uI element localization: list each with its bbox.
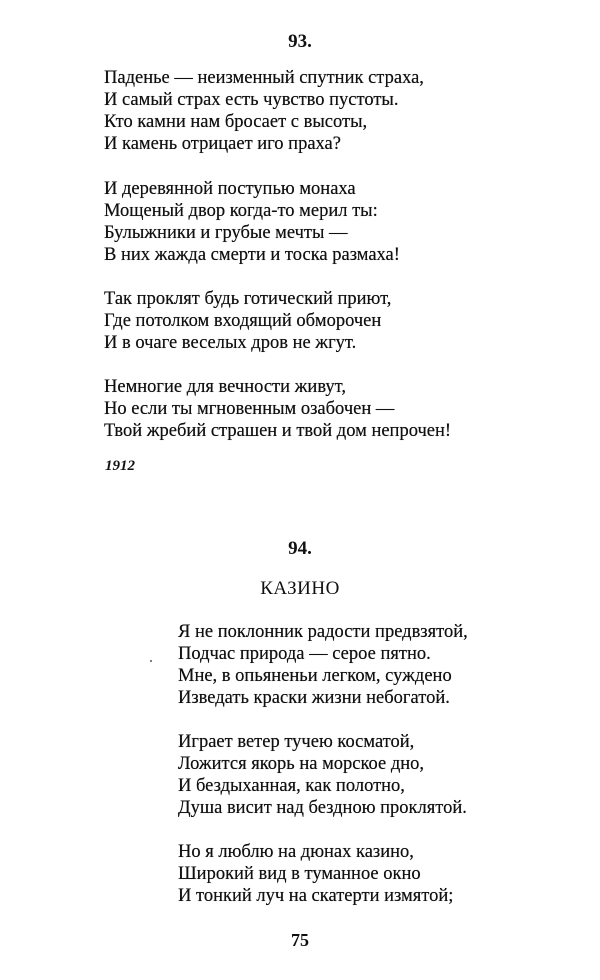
page-number: 75 bbox=[291, 930, 309, 950]
print-speck bbox=[150, 660, 152, 662]
verse-line: И в очаге веселых дров не жгут. bbox=[104, 333, 357, 353]
poem-number: 93. bbox=[288, 31, 312, 52]
poem-title: КАЗИНО bbox=[260, 578, 340, 599]
verse-line: И камень отрицает иго праха? bbox=[104, 134, 341, 154]
verse-line: В них жажда смерти и тоска размаха! bbox=[104, 245, 400, 265]
poem-number: 94. bbox=[288, 538, 312, 559]
verse-line: Но если ты мгновенным озабочен — bbox=[104, 399, 395, 419]
verse-line: Твой жребий страшен и твой дом непрочен! bbox=[104, 421, 452, 441]
verse-line: И самый страх есть чувство пустоты. bbox=[104, 90, 399, 110]
stanza bbox=[178, 841, 453, 907]
verse-line: Мне, в опьяненьи легком, суждено bbox=[178, 666, 452, 686]
verse-line: И бездыханная, как полотно, bbox=[178, 776, 405, 796]
stanza bbox=[104, 67, 424, 155]
verse-line: Но я люблю на дюнах казино, bbox=[178, 842, 414, 862]
verse-line: Играет ветер тучею косматой, bbox=[178, 732, 415, 752]
verse-line: Душа висит над бездною проклятой. bbox=[178, 798, 467, 818]
stanza bbox=[104, 288, 391, 354]
poem-date: 1912 bbox=[105, 458, 135, 474]
verse-line: И тонкий луч на скатерти измятой; bbox=[178, 886, 454, 906]
verse-line: Так проклят будь готический приют, bbox=[104, 289, 392, 309]
verse-line: Подчас природа — серое пятно. bbox=[178, 644, 431, 664]
stanza bbox=[178, 621, 468, 709]
stanza bbox=[178, 731, 467, 819]
stanza bbox=[104, 376, 451, 442]
verse-line: Где потолком входящий обморочен bbox=[104, 311, 382, 331]
verse-line: Мощеный двор когда-то мерил ты: bbox=[104, 201, 378, 221]
verse-line: Булыжники и грубые мечты — bbox=[104, 223, 348, 243]
stanza bbox=[104, 178, 400, 266]
verse-line: Ложится якорь на морское дно, bbox=[178, 754, 425, 774]
verse-line: Паденье — неизменный спутник страха, bbox=[104, 68, 424, 88]
verse-line: И деревянной поступью монаха bbox=[104, 179, 356, 199]
verse-line: Широкий вид в туманное окно bbox=[178, 864, 421, 884]
verse-line: Я не поклонник радости предвзятой, bbox=[178, 622, 468, 642]
verse-line: Немногие для вечности живут, bbox=[104, 377, 346, 397]
verse-line: Изведать краски жизни небогатой. bbox=[178, 688, 450, 708]
verse-line: Кто камни нам бросает с высоты, bbox=[104, 112, 368, 132]
